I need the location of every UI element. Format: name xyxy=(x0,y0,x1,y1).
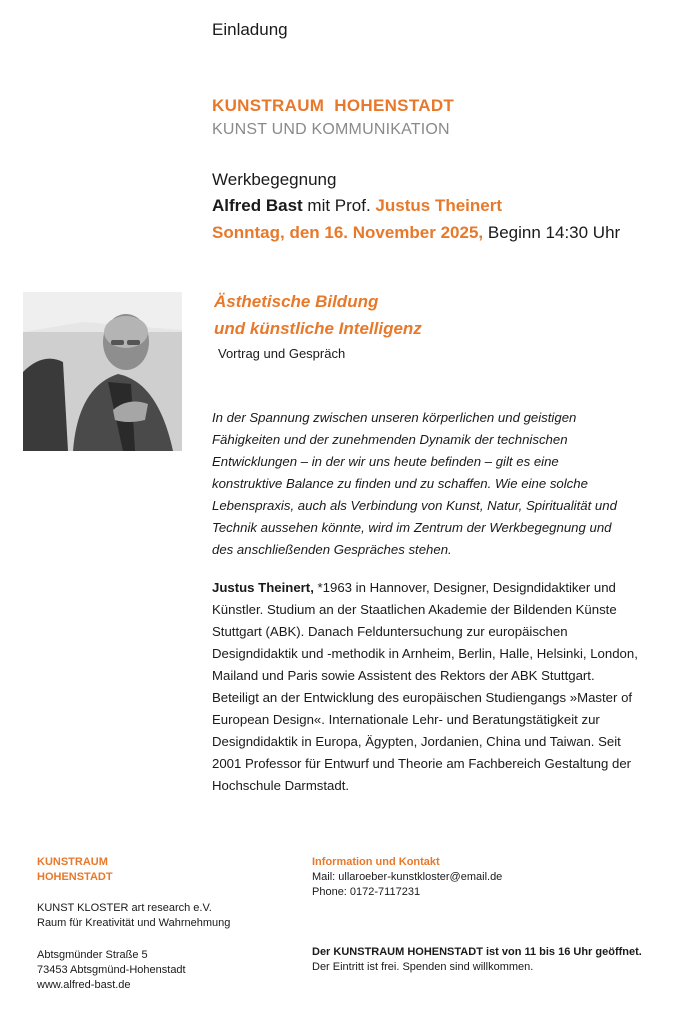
bio-paragraph xyxy=(212,577,642,797)
footer-mail[interactable]: Mail: ullaroeber-kunstkloster@email.de xyxy=(312,871,503,883)
talk-title xyxy=(214,288,422,342)
footer-assoc-line-1: KUNST KLOSTER art research e.V. xyxy=(37,902,212,914)
footer-city: 73453 Abtsgmünd-Hohenstadt xyxy=(37,964,186,976)
footer-address xyxy=(37,948,186,993)
talk-title-line-1: Ästhetische Bildung xyxy=(214,292,379,311)
footer-contact xyxy=(312,855,502,900)
org-name: KUNSTRAUM HOHENSTADT xyxy=(212,96,455,115)
footer-opening-hours: Der KUNSTRAUM HOHENSTADT ist von 11 bis 16 Uhr geöffnet. xyxy=(312,946,642,958)
footer-org-line-1: KUNSTRAUM xyxy=(37,856,108,868)
footer-org-line-2: HOHENSTADT xyxy=(37,871,113,883)
footer-association xyxy=(37,901,230,931)
event-type: Werkbegegnung xyxy=(212,170,337,189)
footer-org xyxy=(37,855,113,885)
event-people xyxy=(212,196,502,216)
bio-text: *1963 in Hannover, Designer, Designdidaktiker und Künstler. Studium an der Staatlichen Akademie der Bildenden Künste Stuttgart (ABK). Danach Felduntersuchung zur europäischen Designdidaktik und -methodik in Arnheim, Berlin, Halle, Helsinki, London, Mailand und Paris sowie Assistent des Rektors der ABK Stuttgart. Beteiligt an der Entwicklung des europäischen Studiengangs »Master of European Design«. Internationale Lehr- und Beratungstätigkeit zur Designdidaktik in Europa, Ägypten, Jordanien, China und Taiwan. Seit 2001 Professor für Entwurf und Theorie am Fachbereich Gestaltung der Hochschule Darmstadt. xyxy=(212,580,638,793)
with-prefix: mit Prof. xyxy=(302,196,376,215)
footer-street: Abtsgmünder Straße 5 xyxy=(37,949,148,961)
footer-contact-heading: Information und Kontakt xyxy=(312,856,440,868)
footer-entry-note: Der Eintritt ist frei. Spenden sind willkommen. xyxy=(312,961,534,973)
event-date: Sonntag, den 16. November 2025, xyxy=(212,223,484,242)
footer-opening xyxy=(312,945,642,975)
portrait-photo xyxy=(23,292,182,451)
org-subtitle: KUNST UND KOMMUNIKATION xyxy=(212,121,450,138)
talk-kind: Vortrag und Gespräch xyxy=(218,346,346,361)
talk-title-line-2: und künstliche Intelligenz xyxy=(214,319,422,338)
footer-web-link[interactable]: www.alfred-bast.de xyxy=(37,979,131,991)
invitation-label: Einladung xyxy=(212,20,288,39)
guest-name: Justus Theinert xyxy=(375,196,503,215)
intro-paragraph: In der Spannung zwischen unseren körperlichen und geistigen Fähigkeiten und der zunehmenden Dynamik der technischen Entwicklungen – in der wir uns heute befinden – gilt es eine konstruktive Balance zu finden und zu schaffen. Wie eine solche Lebenspraxis, auch als Verbindung von Kunst, Natur, Spiritualität und Technik aussehen könnte, wird im Zentrum der Werkbegegnung und des anschließenden Gespräches stehen. xyxy=(212,410,617,557)
bio-name: Justus Theinert, xyxy=(212,580,314,595)
event-date-line xyxy=(212,223,620,243)
footer-phone: Phone: 0172-7117231 xyxy=(312,886,421,898)
event-begin: Beginn 14:30 Uhr xyxy=(483,223,621,242)
footer-assoc-line-2: Raum für Kreativität und Wahrnehmung xyxy=(37,917,231,929)
artist-name: Alfred Bast xyxy=(212,196,303,215)
portrait-illustration xyxy=(23,292,182,451)
